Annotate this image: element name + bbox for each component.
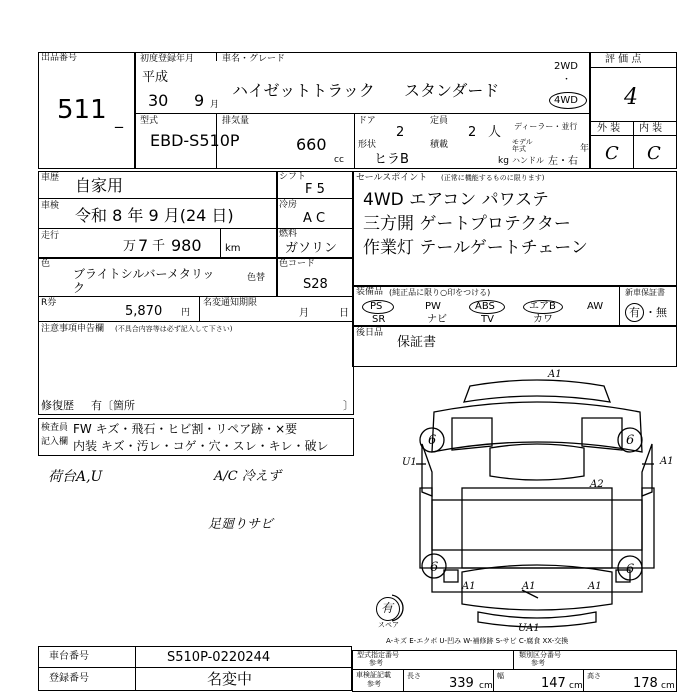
ac-label: 冷房 bbox=[279, 200, 298, 210]
dealer-label: ディーラー・並行 bbox=[514, 122, 578, 131]
mileage-rest: 980 bbox=[171, 236, 202, 255]
sales-title-sub: (正常に機能するものに限ります) bbox=[441, 174, 545, 182]
shape: ヒラB bbox=[374, 152, 409, 167]
spare-mark: 有 bbox=[381, 601, 394, 615]
score: 4 bbox=[624, 85, 638, 110]
spare-label: スペア bbox=[378, 621, 399, 629]
model-year-label: モデル年式 bbox=[512, 138, 533, 153]
mark-a1-bottom-left: A1 bbox=[462, 581, 476, 592]
note-bed: 荷台A,U bbox=[48, 469, 103, 485]
chassis-label: 車台番号 bbox=[49, 651, 89, 662]
color-box bbox=[38, 257, 278, 297]
equipment-label: 装備品 bbox=[356, 287, 384, 297]
name-change-day: 日 bbox=[339, 308, 349, 319]
drive-4wd: 4WD bbox=[554, 95, 578, 106]
mileage-prefix: 万 bbox=[123, 239, 137, 254]
damage-legend: A-キズ E-エクボ U-凹み W-補修跡 S-サビ C-腐食 XX-交換 bbox=[386, 637, 569, 645]
interior-grade: C bbox=[647, 143, 661, 164]
equip-leather: カワ bbox=[533, 314, 553, 325]
car-grade: スタンダード bbox=[404, 81, 500, 100]
inspection-label: 車検 bbox=[41, 201, 60, 211]
notes-label: 注意事項申告欄 bbox=[41, 324, 105, 334]
designated-ref: 参考 bbox=[369, 659, 383, 667]
lot-label: 出品番号 bbox=[41, 53, 78, 63]
equip-airbag: エアB bbox=[529, 301, 556, 312]
lot-box bbox=[38, 52, 135, 169]
reg-month-unit: 月 bbox=[210, 100, 220, 110]
height: 178 bbox=[633, 676, 658, 691]
sales-box bbox=[352, 171, 677, 287]
notes-sub: (不具合内容等は必ず記入して下さい) bbox=[115, 325, 233, 333]
score-box bbox=[590, 52, 677, 169]
color-change-label: 色替 bbox=[247, 273, 266, 283]
handle-label: ハンドル bbox=[512, 156, 544, 165]
cert-ref: 参考 bbox=[367, 680, 381, 688]
mileage-thousand: 千 bbox=[152, 239, 166, 254]
exterior-label: 外 装 bbox=[597, 123, 621, 134]
equipment-sub: (純正品に限り○印をつける) bbox=[389, 288, 491, 297]
reg-year: 30 bbox=[148, 91, 169, 110]
mark-a2: A2 bbox=[590, 479, 604, 490]
mark-u1-left: U1 bbox=[402, 457, 417, 468]
mark-6-front-left: 6 bbox=[428, 433, 437, 448]
history: 自家用 bbox=[75, 176, 124, 195]
equip-abs: ABS bbox=[475, 301, 495, 312]
warranty-yes: 有 bbox=[629, 306, 640, 319]
interior-label: 内 装 bbox=[639, 123, 663, 134]
repair-value: 有〔箇所 bbox=[91, 399, 135, 412]
sales-title: セールスポイント bbox=[356, 173, 428, 183]
equip-aw: AW bbox=[587, 301, 604, 312]
mark-6-rear-left: 6 bbox=[430, 560, 439, 575]
color-line2: ク bbox=[73, 281, 86, 295]
lot-number: 511 bbox=[57, 95, 107, 125]
recycle-amount: 5,870 bbox=[125, 304, 163, 319]
shift-label: シフト bbox=[279, 172, 307, 182]
fuel: ガソリン bbox=[285, 241, 338, 256]
era: 平成 bbox=[142, 70, 169, 85]
lot-underscore: _ bbox=[115, 109, 123, 128]
name-change-label: 名変通知期限 bbox=[203, 298, 258, 308]
width: 147 bbox=[541, 676, 566, 691]
mark-6-front-right: 6 bbox=[626, 433, 635, 448]
repair-end: 〕 bbox=[343, 399, 354, 412]
warranty-label: 新車保証書 bbox=[625, 288, 665, 297]
equipment-box bbox=[352, 285, 677, 327]
height-label: 高さ bbox=[587, 672, 601, 680]
color-code-box bbox=[276, 257, 354, 297]
doors: 2 bbox=[396, 125, 405, 140]
sales-line-1: 4WD エアコン パワステ bbox=[363, 190, 549, 210]
equip-pw: PW bbox=[425, 301, 441, 312]
length: 339 bbox=[449, 676, 474, 691]
score-label: 評 価 点 bbox=[605, 54, 642, 65]
category-label: 類別区分番号 bbox=[519, 651, 561, 659]
model: EBD-S510P bbox=[150, 131, 240, 150]
chassis-number: S510P-0220244 bbox=[167, 650, 271, 665]
reg-number-label: 登録番号 bbox=[49, 673, 89, 684]
recycle-unit: 円 bbox=[181, 308, 191, 318]
footer-reg-box bbox=[38, 667, 352, 691]
color-code: S28 bbox=[303, 277, 328, 292]
exterior-grade: C bbox=[605, 143, 619, 164]
color-code-label: 色コード bbox=[279, 259, 316, 269]
note-ac: A/C 冷えず bbox=[214, 469, 281, 484]
height-unit: cm bbox=[661, 681, 675, 691]
shift: F 5 bbox=[305, 182, 325, 197]
designated-label: 型式指定番号 bbox=[357, 651, 399, 659]
ac: A C bbox=[303, 211, 326, 226]
mileage-unit: km bbox=[225, 243, 241, 254]
displacement-label: 排気量 bbox=[222, 116, 250, 126]
mileage-7: 7 bbox=[138, 236, 149, 255]
handle: 左・右 bbox=[548, 156, 578, 167]
mark-a1-bottom-mid: A1 bbox=[522, 581, 536, 592]
inspector-box bbox=[38, 418, 354, 456]
color-label: 色 bbox=[41, 259, 51, 269]
aftermarket-label: 後日品 bbox=[356, 328, 384, 338]
mark-ua1-bottom: UA1 bbox=[518, 623, 540, 634]
displacement: 660 bbox=[296, 135, 327, 154]
load-label: 積載 bbox=[430, 140, 449, 150]
mark-a1-bottom-right: A1 bbox=[588, 581, 602, 592]
history-box bbox=[38, 171, 278, 259]
cc-unit: cc bbox=[334, 155, 344, 165]
capacity: 2 bbox=[468, 125, 477, 140]
footer-chassis-box bbox=[38, 646, 352, 668]
recycle-label: R券 bbox=[41, 298, 57, 308]
recycle-box bbox=[38, 296, 354, 322]
model-label: 型式 bbox=[140, 116, 159, 126]
equip-tv: TV bbox=[481, 314, 494, 325]
mark-a1-right: A1 bbox=[660, 456, 674, 467]
drive-2wd: 2WD bbox=[554, 61, 578, 72]
load-unit: kg bbox=[498, 156, 509, 166]
drive-dot: ・ bbox=[562, 75, 572, 85]
reg-label: 初度登録年月 bbox=[140, 54, 195, 64]
note-under: 足廻りサビ bbox=[208, 517, 274, 532]
category-ref: 参考 bbox=[531, 659, 545, 667]
inspector-row-2: 内装 キズ・汚レ・コゲ・穴・スレ・キレ・破レ bbox=[73, 439, 329, 453]
capacity-label: 定員 bbox=[430, 116, 449, 126]
equip-ps: PS bbox=[370, 301, 383, 312]
equip-navi: ナビ bbox=[427, 314, 447, 325]
sales-line-2: 三方開 ゲートプロテクター bbox=[363, 214, 571, 234]
color: ブライトシルバーメタリッ bbox=[73, 267, 215, 281]
car-name: ハイゼットトラック bbox=[232, 81, 375, 100]
warranty-no: ・無 bbox=[645, 306, 667, 319]
capacity-unit: 人 bbox=[488, 125, 502, 140]
registration-box bbox=[135, 52, 590, 169]
door-label: ドア bbox=[358, 116, 376, 126]
notes-box bbox=[38, 321, 354, 415]
inspector-label-2: 記入欄 bbox=[41, 437, 69, 447]
inspection: 令和 8 年 9 月(24 日) bbox=[75, 206, 234, 225]
sales-line-3: 作業灯 テールゲートチェーン bbox=[363, 238, 588, 258]
inspector-row-1: FW キズ・飛石・ヒビ割・リペア跡・×要 bbox=[73, 422, 298, 436]
length-label: 長さ bbox=[407, 672, 421, 680]
drive-box bbox=[546, 52, 592, 118]
repair-label: 修復歴 bbox=[41, 399, 74, 412]
width-label: 幅 bbox=[497, 672, 504, 680]
aftermarket-value: 保証書 bbox=[397, 335, 437, 350]
vehicle-diagram bbox=[392, 369, 682, 634]
mark-a1-top: A1 bbox=[548, 369, 562, 380]
footer-dims-box bbox=[352, 650, 677, 692]
cert-label: 車検証記載 bbox=[356, 671, 391, 679]
reg-number: 名変中 bbox=[207, 670, 253, 688]
reg-month: 9 bbox=[194, 91, 205, 110]
fuel-label: 燃料 bbox=[279, 229, 298, 239]
mileage-label: 走行 bbox=[41, 231, 60, 241]
aftermarket-box bbox=[352, 325, 677, 367]
history-label: 車歴 bbox=[41, 173, 60, 183]
width-unit: cm bbox=[569, 681, 583, 691]
spec-box bbox=[276, 171, 354, 259]
length-unit: cm bbox=[479, 681, 493, 691]
equip-sr: SR bbox=[372, 314, 386, 325]
shape-label: 形状 bbox=[358, 140, 377, 150]
inspector-label-1: 検査員 bbox=[41, 423, 69, 433]
mark-6-rear-right: 6 bbox=[626, 562, 635, 577]
name-label: 車名・グレード bbox=[222, 54, 286, 64]
name-change-month: 月 bbox=[299, 308, 309, 319]
model-year-suffix: 年 bbox=[580, 144, 590, 154]
